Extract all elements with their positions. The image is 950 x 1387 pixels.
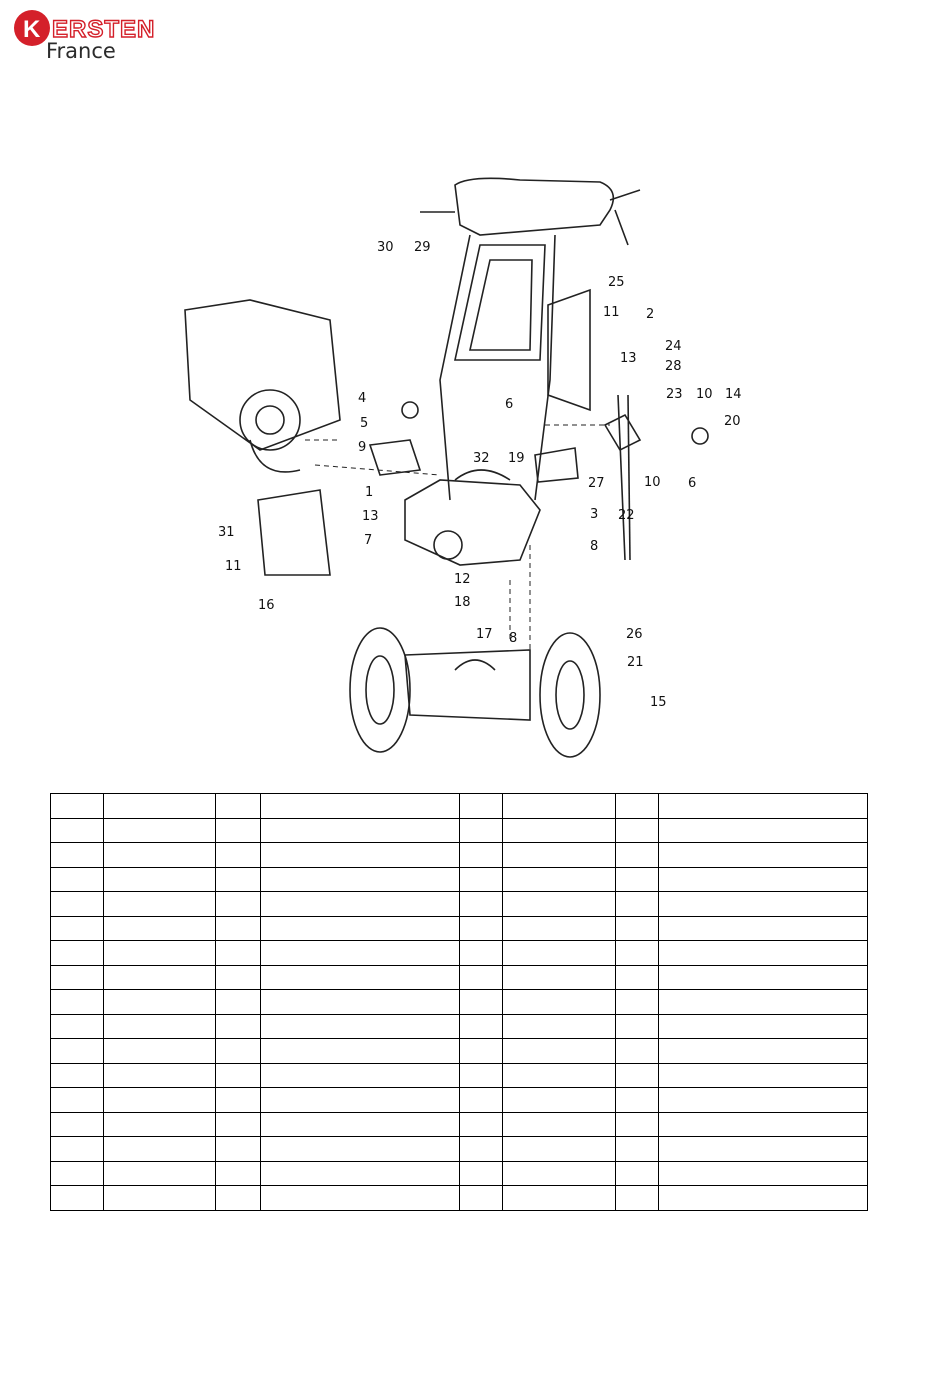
table-row (51, 1161, 868, 1186)
table-cell (460, 843, 503, 868)
table-cell (104, 1186, 216, 1211)
table-cell (261, 916, 460, 941)
table-cell (51, 1039, 104, 1064)
table-cell (616, 1161, 659, 1186)
table-cell (261, 1137, 460, 1162)
callout-label: 10 (644, 475, 661, 490)
grille-plate (548, 290, 590, 410)
table-cell (261, 1088, 460, 1113)
table-cell (104, 867, 216, 892)
logo-subtitle: France (46, 39, 116, 63)
callout-label: 8 (590, 539, 599, 554)
callout-label: 11 (225, 559, 242, 574)
callout-labels (218, 240, 742, 710)
table-cell (616, 843, 659, 868)
table-row (51, 941, 868, 966)
table-cell (104, 990, 216, 1015)
table-row (51, 1186, 868, 1211)
table-cell (460, 916, 503, 941)
table-cell (460, 1186, 503, 1211)
table-row (51, 1039, 868, 1064)
table-cell (51, 1014, 104, 1039)
table-cell (460, 941, 503, 966)
table-cell (616, 1186, 659, 1211)
table-cell (51, 941, 104, 966)
table-cell (503, 1161, 616, 1186)
table-cell (460, 1137, 503, 1162)
table-cell (216, 990, 261, 1015)
table-cell (261, 965, 460, 990)
table-cell (216, 941, 261, 966)
table-cell (616, 867, 659, 892)
table-cell (460, 965, 503, 990)
table-row (51, 892, 868, 917)
table-cell (659, 1088, 868, 1113)
table-cell (659, 990, 868, 1015)
axle-housing (405, 650, 530, 720)
table-row (51, 1137, 868, 1162)
left-wheel (350, 628, 410, 752)
table-cell (216, 1088, 261, 1113)
table-cell (460, 794, 503, 819)
table-cell (51, 1088, 104, 1113)
table-row (51, 1063, 868, 1088)
table-cell (616, 1112, 659, 1137)
callout-label: 26 (626, 627, 643, 642)
table-cell (503, 1088, 616, 1113)
table-cell (460, 1112, 503, 1137)
table-cell (104, 1088, 216, 1113)
table-cell (51, 1063, 104, 1088)
table-cell (261, 867, 460, 892)
table-cell (51, 1137, 104, 1162)
table-cell (261, 1161, 460, 1186)
callout-label: 15 (650, 695, 667, 710)
table-cell (104, 818, 216, 843)
table-cell (503, 990, 616, 1015)
base-body (405, 480, 540, 565)
callout-label: 16 (258, 598, 275, 613)
table-cell (659, 1186, 868, 1211)
table-cell (616, 1137, 659, 1162)
table-cell (261, 1112, 460, 1137)
table-cell (659, 818, 868, 843)
table-cell (216, 916, 261, 941)
table-cell (616, 818, 659, 843)
table-cell (216, 818, 261, 843)
table-cell (659, 1063, 868, 1088)
table-cell (460, 990, 503, 1015)
parts-table-body (51, 794, 868, 1211)
callout-label: 1 (365, 485, 374, 500)
table-cell (261, 1039, 460, 1064)
table-cell (216, 1161, 261, 1186)
handlebar (455, 178, 613, 235)
callout-label: 22 (618, 508, 635, 523)
callout-label: 25 (608, 275, 625, 290)
callout-label: 12 (454, 572, 471, 587)
table-cell (503, 1014, 616, 1039)
table-cell (261, 1063, 460, 1088)
table-row (51, 965, 868, 990)
table-cell (104, 1112, 216, 1137)
table-cell (261, 1014, 460, 1039)
table-cell (503, 916, 616, 941)
callout-label: 29 (414, 240, 431, 255)
table-cell (104, 916, 216, 941)
table-cell (616, 1088, 659, 1113)
table-cell (460, 1014, 503, 1039)
callout-label: 17 (476, 627, 493, 642)
callout-label: 8 (509, 631, 518, 646)
table-cell (659, 1014, 868, 1039)
table-cell (503, 1186, 616, 1211)
table-cell (261, 1186, 460, 1211)
table-cell (659, 1137, 868, 1162)
table-cell (216, 843, 261, 868)
callout-label: 21 (627, 655, 644, 670)
table-cell (616, 892, 659, 917)
parts-table (50, 793, 868, 1211)
table-cell (216, 1186, 261, 1211)
table-cell (460, 1161, 503, 1186)
table-cell (460, 1088, 503, 1113)
table-row (51, 843, 868, 868)
table-cell (616, 916, 659, 941)
table-cell (104, 1137, 216, 1162)
table-cell (216, 794, 261, 819)
table-cell (104, 1014, 216, 1039)
table-cell (659, 843, 868, 868)
table-cell (659, 794, 868, 819)
table-cell (104, 965, 216, 990)
callout-label: 18 (454, 595, 471, 610)
table-cell (460, 818, 503, 843)
callout-label: 4 (358, 391, 367, 406)
table-cell (503, 965, 616, 990)
table-cell (216, 1063, 261, 1088)
table-cell (51, 818, 104, 843)
table-cell (51, 892, 104, 917)
table-row (51, 794, 868, 819)
table-cell (216, 1039, 261, 1064)
table-cell (216, 1137, 261, 1162)
table-row (51, 990, 868, 1015)
table-cell (216, 965, 261, 990)
table-cell (104, 1063, 216, 1088)
callout-label: 10 (696, 387, 713, 402)
table-row (51, 1014, 868, 1039)
table-cell (616, 794, 659, 819)
table-cell (659, 965, 868, 990)
table-cell (261, 990, 460, 1015)
table-cell (261, 941, 460, 966)
table-cell (503, 941, 616, 966)
table-cell (460, 892, 503, 917)
right-wheel (540, 633, 600, 757)
table-cell (216, 1014, 261, 1039)
table-row (51, 916, 868, 941)
table-cell (51, 794, 104, 819)
callout-label: 20 (724, 414, 741, 429)
callout-label: 19 (508, 451, 525, 466)
table-cell (104, 1039, 216, 1064)
table-cell (659, 892, 868, 917)
table-cell (503, 1039, 616, 1064)
callout-label: 30 (377, 240, 394, 255)
table-cell (659, 916, 868, 941)
table-cell (659, 1112, 868, 1137)
table-cell (659, 867, 868, 892)
callout-label: 23 (666, 387, 683, 402)
cover-shield (258, 490, 330, 575)
table-cell (659, 1161, 868, 1186)
engine (185, 300, 340, 450)
table-cell (51, 1112, 104, 1137)
callout-label: 13 (362, 509, 379, 524)
logo-initial: K (23, 16, 41, 43)
table-cell (104, 892, 216, 917)
table-cell (503, 794, 616, 819)
table-cell (51, 965, 104, 990)
callout-label: 5 (360, 416, 369, 431)
callout-label: 24 (665, 339, 682, 354)
table-row (51, 867, 868, 892)
table-cell (503, 1112, 616, 1137)
table-cell (616, 1063, 659, 1088)
callout-label: 9 (358, 440, 367, 455)
callout-label: 7 (364, 533, 373, 548)
callout-label: 32 (473, 451, 490, 466)
table-cell (51, 916, 104, 941)
table-cell (216, 867, 261, 892)
table-cell (460, 867, 503, 892)
table-cell (503, 867, 616, 892)
table-cell (616, 1014, 659, 1039)
table-cell (216, 1112, 261, 1137)
table-cell (104, 1161, 216, 1186)
kersten-logo (10, 8, 210, 66)
table-cell (51, 1161, 104, 1186)
table-cell (104, 794, 216, 819)
table-cell (104, 941, 216, 966)
table-cell (460, 1063, 503, 1088)
table-cell (51, 990, 104, 1015)
table-cell (616, 1039, 659, 1064)
callout-label: 28 (665, 359, 682, 374)
table-cell (261, 818, 460, 843)
logo-brand: ERSTEN (52, 16, 156, 43)
callout-label: 14 (725, 387, 742, 402)
callout-label: 3 (590, 507, 599, 522)
table-cell (503, 843, 616, 868)
table-cell (503, 1063, 616, 1088)
callout-label: 6 (505, 397, 514, 412)
exploded-parts-diagram (160, 150, 860, 770)
table-cell (104, 843, 216, 868)
table-cell (616, 941, 659, 966)
callout-label: 13 (620, 351, 637, 366)
table-row (51, 1112, 868, 1137)
table-cell (261, 794, 460, 819)
table-cell (503, 1137, 616, 1162)
table-cell (51, 1186, 104, 1211)
callout-label: 6 (688, 476, 697, 491)
callout-label: 27 (588, 476, 605, 491)
table-cell (616, 990, 659, 1015)
table-cell (261, 843, 460, 868)
table-row (51, 1088, 868, 1113)
table-cell (51, 867, 104, 892)
table-cell (659, 941, 868, 966)
callout-label: 31 (218, 525, 235, 540)
callout-label: 2 (646, 307, 655, 322)
table-cell (659, 1039, 868, 1064)
table-cell (460, 1039, 503, 1064)
logo-graphic (10, 8, 210, 66)
callout-label: 11 (603, 305, 620, 320)
table-cell (503, 818, 616, 843)
table-cell (51, 843, 104, 868)
table-cell (616, 965, 659, 990)
table-row (51, 818, 868, 843)
table-cell (261, 892, 460, 917)
table-cell (503, 892, 616, 917)
frame (440, 235, 555, 500)
table-cell (216, 892, 261, 917)
